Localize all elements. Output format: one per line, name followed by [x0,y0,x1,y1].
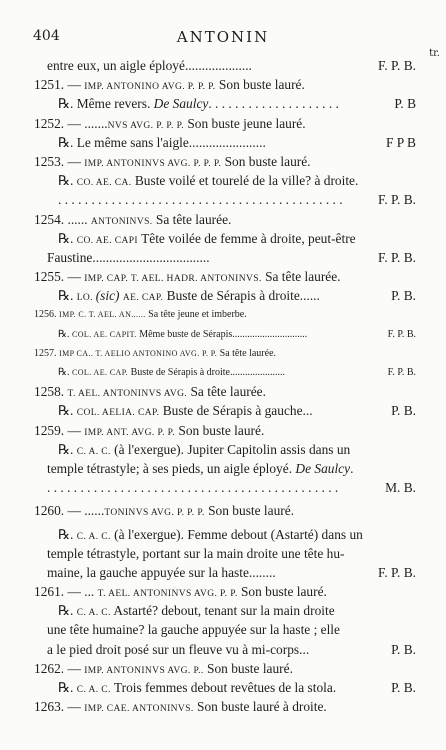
text-line [34,697,416,716]
line-text: 1254. ...... [34,211,91,227]
margin-mark: tr. [429,48,440,59]
line-text: maine, la gauche appuyée sur la haste........ [47,564,276,580]
line-text: 1259. — [34,422,85,438]
text-line [34,678,416,697]
catalog-entries [34,56,416,716]
text-line [34,229,416,248]
collection-ref: P. B [391,94,416,113]
legend-text: TONINVS AVG. P. P. P. [104,508,205,519]
legend-text: IMP. ANTONINVS AVG. P.. [84,665,204,676]
text-line [34,114,416,133]
italic-text: De Saulcy [295,460,351,476]
text-line [34,267,416,286]
line-text: 1256. [34,309,59,321]
text-line [34,421,416,440]
legend-text: C. A. C. [76,685,111,695]
line-text: ℞. [58,288,77,304]
line-text: a le pied droit posé sur un fleuve vu à mi-corps... [47,641,310,657]
collection-ref: F. P. B. [375,56,416,75]
line-text: ℞. [58,367,72,378]
line-text: Son buste lauré. [215,77,305,93]
line-text: 1251. — [34,77,85,93]
text-line [34,525,416,544]
line-text: ℞. [58,230,77,246]
line-text: ℞. [58,603,77,619]
legend-text: ANTONINVS. [90,216,153,227]
collection-ref: P. B. [388,286,416,305]
text-line [34,440,416,459]
italic-text: (sic) [95,288,120,304]
line-text: Son buste lauré. [237,584,327,600]
line-text: Son buste jeune lauré. [184,115,306,131]
line-text: ℞. [58,526,77,542]
text-line [34,620,416,639]
text-line [34,544,416,563]
line-text: Son buste lauré. [204,503,295,519]
text-line [34,325,416,344]
line-text: Son buste lauré à droite. [193,699,327,715]
legend-text: IMP. ANTONINVS AVG. P. P. P. [84,158,222,169]
page-number: 404 [33,28,60,44]
line-text: 1261. — ... [34,584,98,600]
line-text: 1253. — [34,153,85,169]
line-text: (à l'exergue). Femme debout (Astarté) dans un [110,526,363,542]
page-header [0,28,446,59]
legend-text: CO. AE. CA. [76,178,132,189]
line-text: ℞. [58,403,77,419]
legend-text: C. A. C. [76,531,111,542]
legend-text: COL. AE. CAPIT. [71,329,137,339]
text-line [34,152,416,171]
line-text: Sa tête laurée. [217,347,277,359]
text-line [34,75,416,94]
line-text: Trois femmes debout revêtues de la stola. [110,680,337,695]
collection-ref: P. B. [388,678,416,697]
text-line [34,382,416,401]
line-text: 1252. — ....... [34,115,108,131]
line-text: . . . . . . . . . . . . . . . . . . . . . . . . . . . . . . . . . . . . . . . . . . . . [47,480,339,496]
line-text: 1262. — [34,660,85,676]
text-line [34,344,416,363]
line-text: . . . . . . . . . . . . . . . . . . . . . . . . . . . . . . . . . . . . . . . . . . . [58,192,343,208]
legend-text: CO. AE. CAPI [76,235,138,246]
legend-text: IMP. CAE. ANTONINVS. [84,704,194,715]
line-text: temple tétrastyle; à ses pieds, un aigle éployé. [47,460,296,476]
text-line [34,133,416,152]
legend-text: IMP. ANTONINO AVG. P. P. P. [84,82,216,93]
text-line [34,563,416,582]
legend-text: C. A. C. [76,608,111,619]
text-line [34,171,416,190]
legend-text: AE. CAP. [122,293,164,304]
text-line [34,190,416,209]
line-text: Sa tête laurée. [187,384,266,400]
legend-text: IMP CA.. T. AELIO ANTONINO AVG. P. P. [59,348,218,358]
legend-text: T. AEL. ANTONINVS AVG. [67,389,188,400]
text-line [34,210,416,229]
text-line [34,659,416,678]
line-text: ℞. [58,328,72,340]
collection-ref: P. B. [388,640,416,659]
legend-text: COL. AELIA. CAP. [76,408,160,419]
text-line [34,478,416,497]
italic-text: De Saulcy [153,96,209,112]
text-line [34,56,416,75]
line-text: entre eux, un aigle éployé.................... [47,58,252,73]
line-text: temple tétrastyle, portant sur la main droite une tête hu- [47,545,345,561]
line-text: 1258. [34,384,68,400]
line-text: 1260. — ...... [34,503,105,519]
legend-text: COL. AE. CAP. [71,368,129,377]
collection-ref: P. B. [388,401,416,420]
legend-text: NVS AVG. P. P. P. [107,120,184,131]
line-text: ℞. Le même sans l'aigle....................... [58,134,266,150]
collection-ref: F P B [383,133,416,152]
collection-ref: F. P. B. [375,248,416,267]
legend-text: C. A. C. [76,446,111,457]
line-text: Buste voilé et tourelé de la ville? à droite. [131,173,359,189]
line-text: Faustine................................... [47,249,210,265]
running-title: ANTONIN [176,28,270,46]
collection-ref: F. P. B. [375,563,416,582]
text-line [34,401,416,420]
text-line [34,501,416,520]
line-text: (à l'exergue). Jupiter Capitolin assis dans un [110,441,351,457]
line-text: ℞. [58,173,77,189]
line-text: Buste de Sérapis à droite...... [163,288,320,304]
line-text: Sa tête laurée. [261,269,341,285]
line-text: une tête humaine? la gauche appuyée sur la haste ; elle [47,622,340,638]
collection-ref: F. P. B. [385,325,416,344]
line-text: Sa tête laurée. [152,211,232,227]
text-line [34,286,416,305]
line-text: Buste de Sérapis à gauche... [159,403,313,419]
legend-text: LO. [76,293,96,304]
legend-text: T. AEL. ANTONINVS AVG. P. P. [97,589,238,600]
text-line [34,582,416,601]
text-line [34,94,416,113]
legend-text: IMP. CAP. T. AEL. HADR. ANTONINVS. [84,274,262,285]
collection-ref: F. P. B. [385,363,416,382]
legend-text: IMP. ANT. AVG. P. P. [84,427,176,438]
line-text: 1263. — [34,699,85,715]
collection-ref: M. B. [382,478,416,497]
line-text: Son buste lauré. [221,153,311,169]
line-text: . [350,460,354,476]
line-text: ℞. [58,680,77,695]
collection-ref: F. P. B. [375,190,416,209]
line-text: 1255. — [34,269,85,285]
line-text: ℞. Même revers. [58,96,154,112]
text-line [34,601,416,620]
line-text: Son buste lauré. [203,660,293,676]
line-text: . . . . . . . . . . . . . . . . . . . . [208,96,339,112]
text-line [34,248,416,267]
line-text: Astarté? debout, tenant sur la main droite [110,603,335,619]
legend-text: IMP. C. T. AEL. AN...... [59,310,146,320]
line-text: Buste de Sérapis à droite...................... [128,367,285,378]
line-text: Tête voilée de femme à droite, peut-être [137,230,356,246]
line-text: Même buste de Sérapis.............................. [136,328,308,340]
line-text: Sa tête jeune et imberbe. [145,309,247,321]
text-line [34,305,416,324]
text-line [34,459,416,478]
text-line [34,640,416,659]
line-text: ℞. [58,441,77,457]
text-line [34,363,416,382]
line-text: Son buste lauré. [175,422,265,438]
line-text: 1257. [34,347,59,359]
